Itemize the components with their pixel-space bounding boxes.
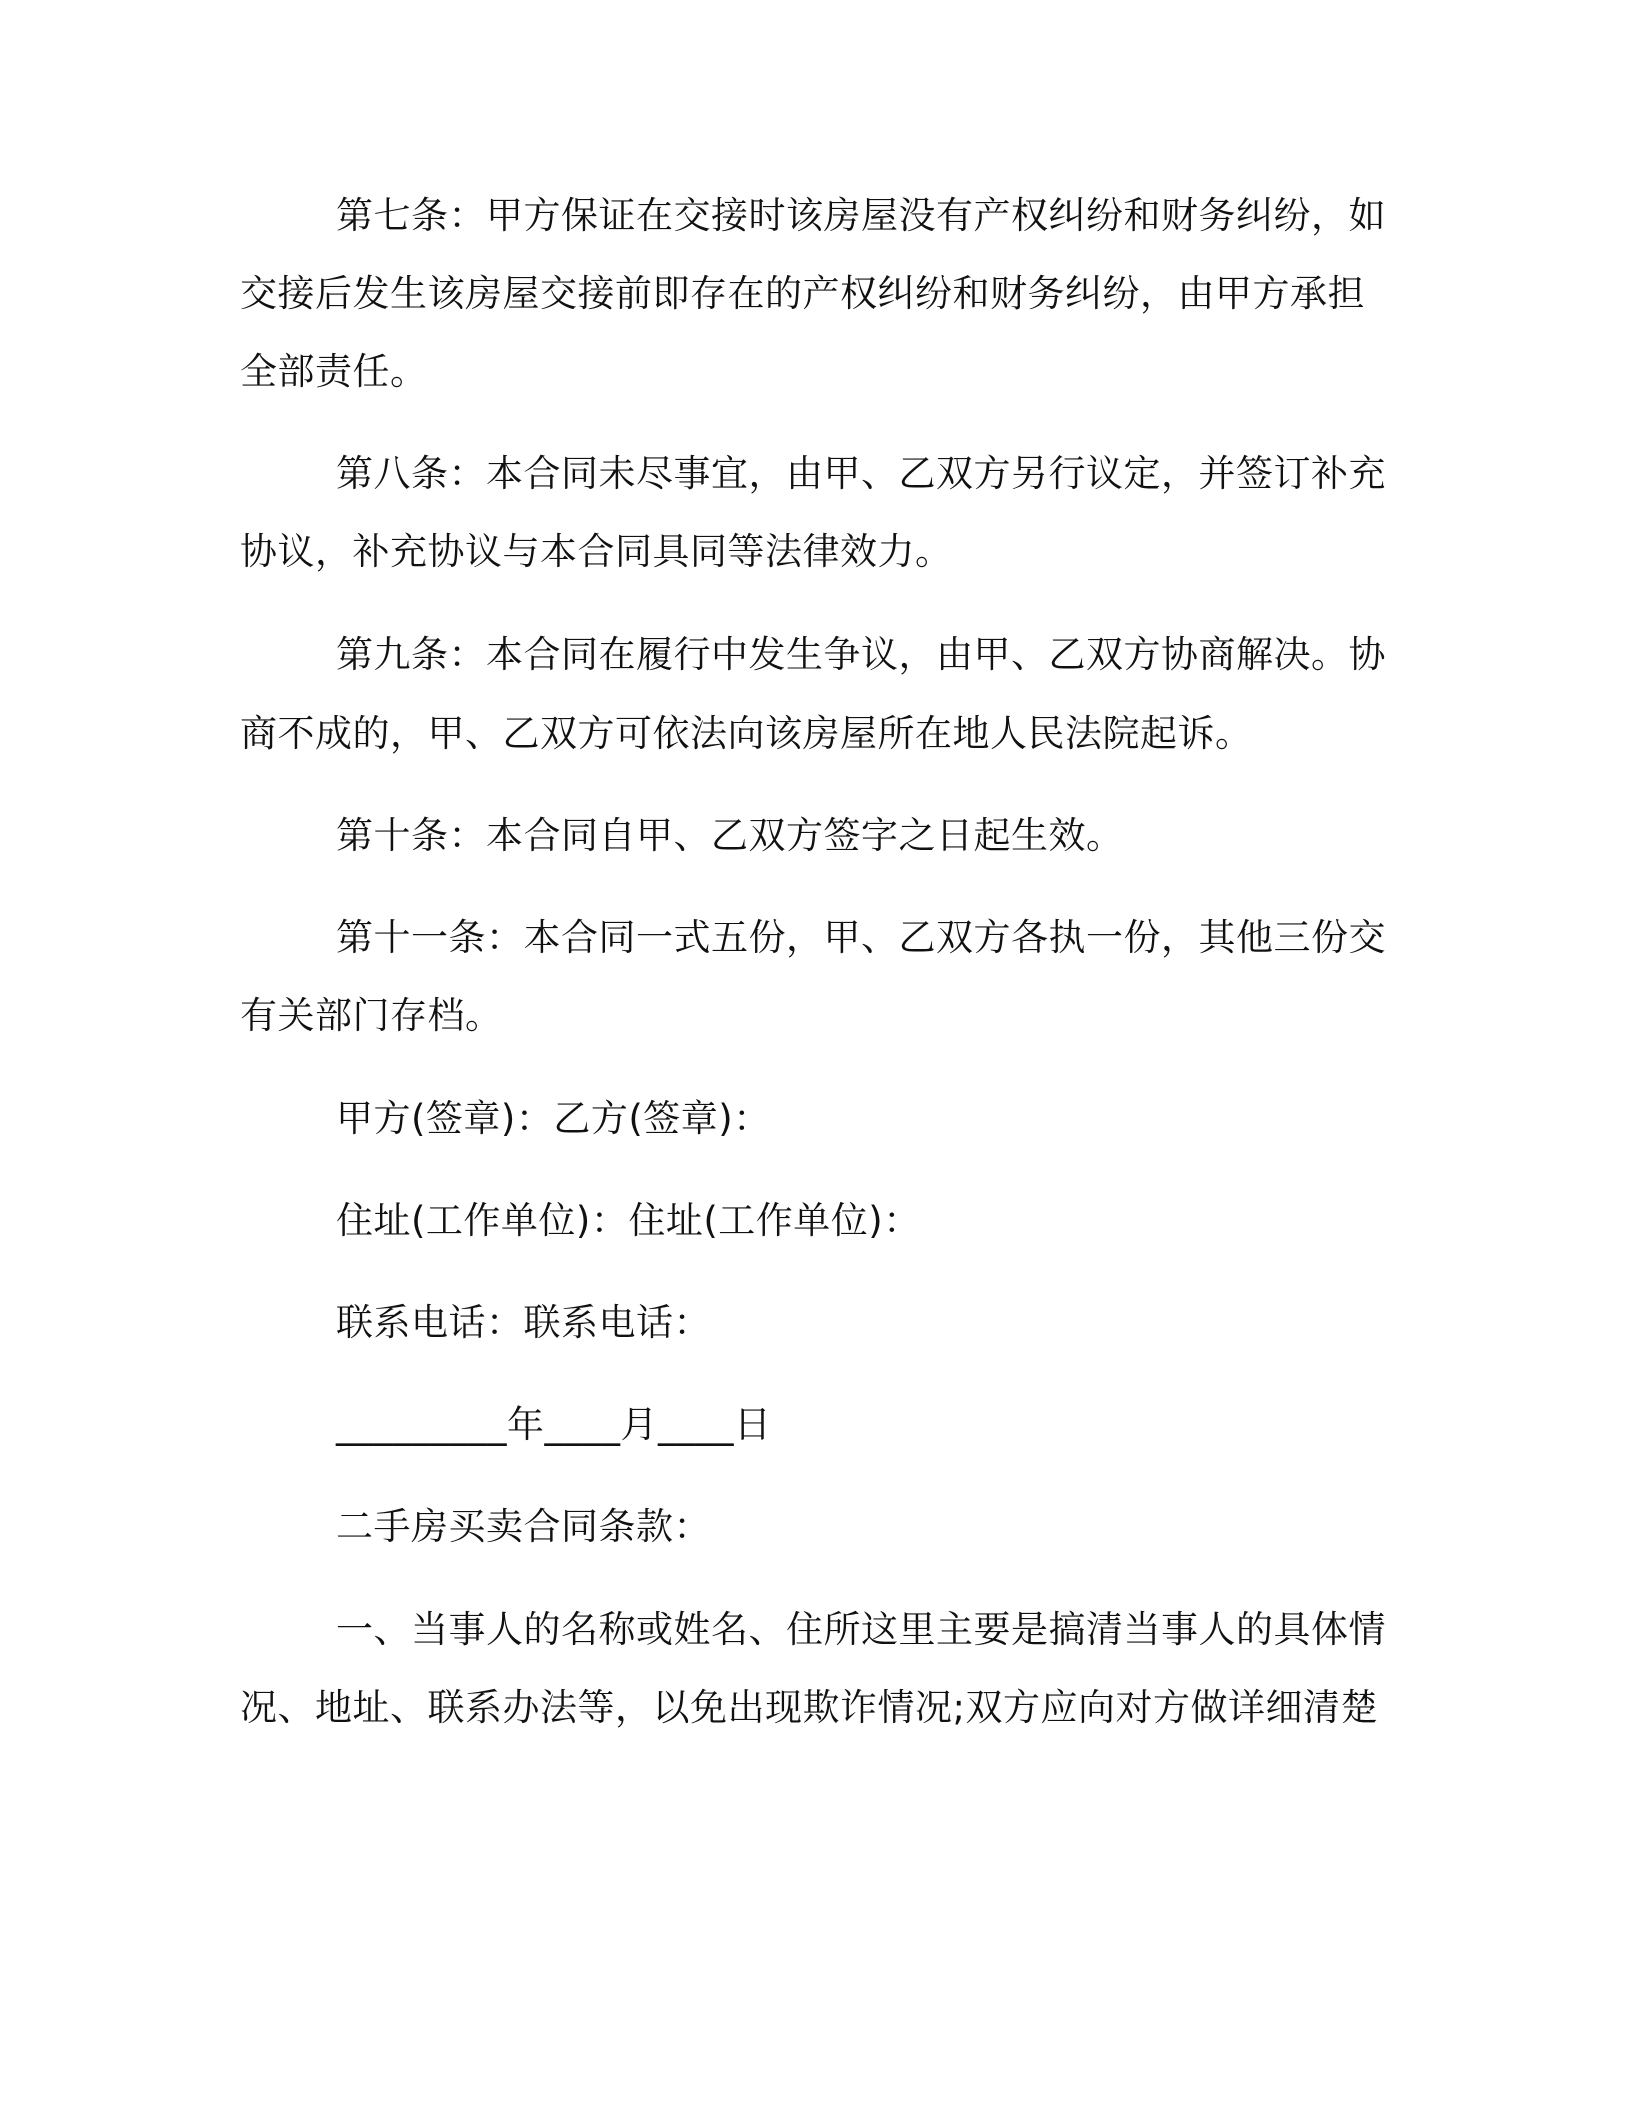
article-10-line-1: 第十条：本合同自甲、乙双方签字之日起生效。 [336,814,1124,857]
signature-address-line: 住址(工作单位)：住址(工作单位)： [336,1199,921,1242]
article-7-line-3: 全部责任。 [240,350,428,393]
terms-item-1-line-2: 况、地址、联系办法等，以免出现欺诈情况;双方应向对方做详细清楚 [240,1686,1378,1729]
signature-date-line: _________年____月____日 [336,1403,772,1446]
article-8-line-2: 协议，补充协议与本合同具同等法律效力。 [240,530,953,573]
terms-item-1-line-1: 一、当事人的名称或姓名、住所这里主要是搞清当事人的具体情 [336,1608,1386,1651]
article-11-line-2: 有关部门存档。 [240,994,503,1037]
article-9-line-2: 商不成的，甲、乙双方可依法向该房屋所在地人民法院起诉。 [240,712,1253,755]
article-7-line-1: 第七条：甲方保证在交接时该房屋没有产权纠纷和财务纠纷，如 [336,194,1386,237]
article-11-line-1: 第十一条：本合同一式五份，甲、乙双方各执一份，其他三份交 [336,916,1386,959]
article-8-line-1: 第八条：本合同未尽事宜，由甲、乙双方另行议定，并签订补充 [336,452,1386,495]
article-9-line-1: 第九条：本合同在履行中发生争议，由甲、乙双方协商解决。协 [336,633,1386,676]
terms-heading: 二手房买卖合同条款： [336,1505,711,1548]
signature-phone-line: 联系电话：联系电话： [336,1301,711,1344]
signature-seal-line: 甲方(签章)：乙方(签章)： [336,1097,771,1140]
article-7-line-2: 交接后发生该房屋交接前即存在的产权纠纷和财务纠纷，由甲方承担 [240,272,1365,315]
